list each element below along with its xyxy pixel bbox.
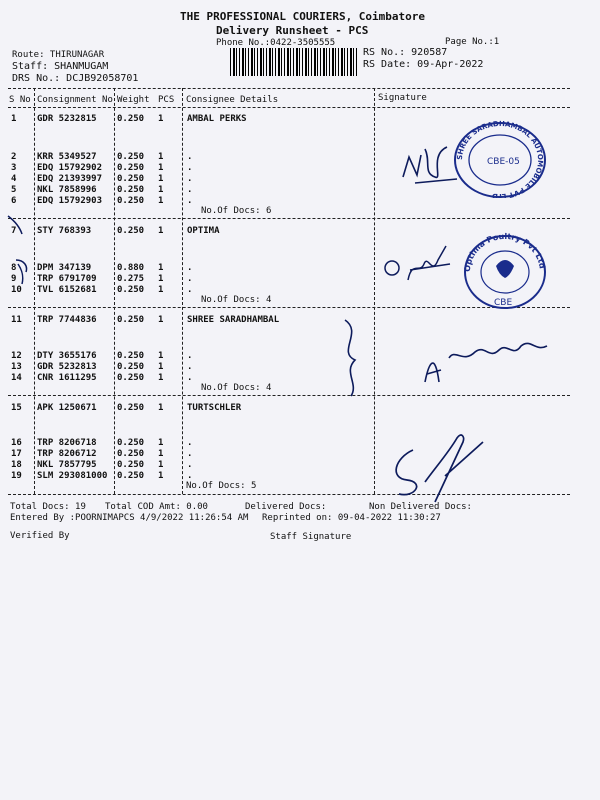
svg-text:CBE: CBE bbox=[494, 298, 513, 308]
docs-count: No.Of Docs: 4 bbox=[201, 295, 272, 305]
consignee-name: TURTSCHLER bbox=[187, 403, 242, 413]
table-row: 14 CNR 1611295 0.250 1 . bbox=[11, 373, 193, 383]
col-signature: Signature bbox=[378, 93, 427, 103]
consignee-name: AMBAL PERKS bbox=[187, 114, 247, 124]
rs-number: RS No.: 920587 bbox=[363, 47, 448, 58]
col-pcs: PCS bbox=[158, 95, 175, 105]
delivered-docs: Delivered Docs: bbox=[245, 502, 327, 512]
table-row: 5 NKL 7858996 0.250 1 . bbox=[11, 185, 193, 195]
runsheet-title: Delivery Runsheet - PCS bbox=[216, 24, 369, 37]
divider bbox=[8, 88, 570, 89]
table-row: 12 DTY 3655176 0.250 1 . bbox=[11, 351, 193, 361]
table-row: 4 EDQ 21393997 0.250 1 . bbox=[11, 174, 193, 184]
table-row: 15 APK 1250671 0.250 1 TURTSCHLER bbox=[11, 403, 242, 413]
table-row: 11 TRP 7744836 0.250 1 SHREE SARADHAMBAL bbox=[11, 315, 280, 325]
table-row: 17 TRP 8206712 0.250 1 . bbox=[11, 449, 193, 459]
signature-group-3 bbox=[335, 312, 565, 402]
optima-stamp bbox=[460, 228, 550, 310]
table-row: 13 GDR 5232813 0.250 1 . bbox=[11, 362, 193, 372]
table-row: 16 TRP 8206718 0.250 1 . bbox=[11, 438, 193, 448]
company-title: THE PROFESSIONAL COURIERS, Coimbatore bbox=[180, 10, 426, 23]
signature-group-4 bbox=[385, 428, 495, 508]
table-row: 18 NKL 7857795 0.250 1 . bbox=[11, 460, 193, 470]
docs-count: No.Of Docs: 6 bbox=[201, 206, 272, 216]
svg-text:CBE-05: CBE-05 bbox=[487, 157, 520, 167]
table-row: 2 KRR 5349527 0.250 1 . bbox=[11, 152, 193, 162]
col-consignee: Consignee Details bbox=[186, 95, 279, 105]
docs-count: No.Of Docs: 5 bbox=[186, 481, 257, 491]
table-row: 9 TRP 6791709 0.275 1 . bbox=[11, 274, 193, 284]
svg-text:SHREE SARADHAMBAL AUTOMOBILE P: SHREE SARADHAMBAL AUTOMOBILE PVT LTD bbox=[455, 119, 545, 198]
total-docs: Total Docs: 19 bbox=[10, 502, 86, 512]
svg-text:Optima Poultry Pvt Ltd: Optima Poultry Pvt Ltd bbox=[462, 231, 547, 273]
total-cod: Total COD Amt: 0.00 bbox=[105, 502, 208, 512]
rs-date: RS Date: 09-Apr-2022 bbox=[363, 59, 484, 70]
signature-group-2 bbox=[380, 240, 455, 290]
divider bbox=[8, 218, 570, 219]
table-row: 6 EDQ 15792903 0.250 1 . bbox=[11, 196, 193, 206]
col-weight: Weight bbox=[117, 95, 150, 105]
consignee-name: OPTIMA bbox=[187, 226, 220, 236]
non-delivered-docs: Non Delivered Docs: bbox=[369, 502, 472, 512]
table-row: 10 TVL 6152681 0.250 1 . bbox=[11, 285, 193, 295]
signature-group-1 bbox=[395, 135, 475, 195]
col-consignment: Consignment No bbox=[37, 95, 113, 105]
table-row: 7 STY 768393 0.250 1 OPTIMA bbox=[11, 226, 220, 236]
consignee-name: SHREE SARADHAMBAL bbox=[187, 315, 280, 325]
staff: Staff: SHANMUGAM bbox=[12, 61, 109, 72]
entered-by: Entered By :POORNIMAPCS 4/9/2022 11:26:54 AM bbox=[10, 513, 249, 523]
verified-by: Verified By bbox=[10, 531, 70, 541]
check-mark bbox=[2, 200, 42, 290]
route: Route: THIRUNAGAR bbox=[12, 50, 105, 60]
docs-count: No.Of Docs: 4 bbox=[201, 383, 272, 393]
staff-signature: Staff Signature bbox=[270, 532, 352, 542]
phone-number: Phone No.:0422-3505555 bbox=[216, 38, 336, 48]
table-row: 3 EDQ 15792902 0.250 1 . bbox=[11, 163, 193, 173]
table-row: 19 SLM 293081000 0.250 1 . bbox=[11, 471, 193, 481]
drs-number: DRS No.: DCJB92058701 bbox=[12, 73, 139, 84]
table-row: 8 DPM 347139 0.880 1 . bbox=[11, 263, 193, 273]
divider bbox=[8, 107, 570, 108]
page-number: Page No.:1 bbox=[445, 37, 500, 47]
reprinted-on: Reprinted on: 09-04-2022 11:30:27 bbox=[262, 513, 441, 523]
barcode bbox=[230, 48, 358, 76]
col-sno: S No bbox=[9, 95, 31, 105]
table-row: 1 GDR 5232815 0.250 1 AMBAL PERKS bbox=[11, 114, 247, 124]
